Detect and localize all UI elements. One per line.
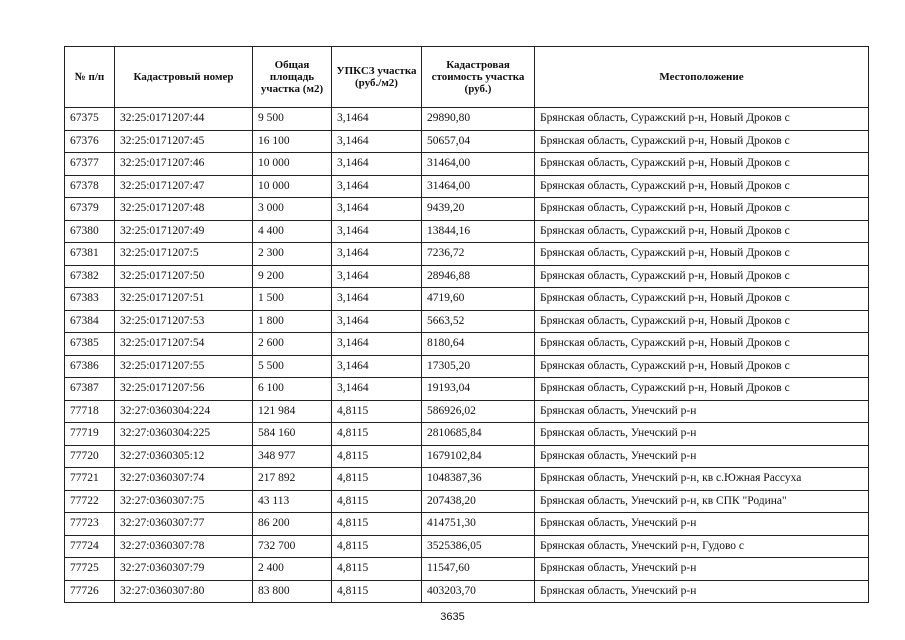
table-row [65, 198, 869, 221]
cell-cadastral-value: 3525386,05 [422, 535, 535, 558]
cell-cadastral-value: 5663,52 [422, 310, 535, 333]
cell-cadastral-value: 31464,00 [422, 153, 535, 176]
cell-upksz: 3,1464 [332, 175, 422, 198]
cell-area: 2 300 [253, 243, 332, 266]
cell-area: 4 400 [253, 220, 332, 243]
cell-row-number: 77724 [65, 535, 115, 558]
cell-upksz: 3,1464 [332, 243, 422, 266]
cell-upksz: 4,8115 [332, 513, 422, 536]
cell-location: Брянская область, Суражский р-н, Новый Дроков с [535, 108, 869, 131]
cell-cadastral-number: 32:25:0171207:48 [115, 198, 253, 221]
cell-row-number: 77719 [65, 423, 115, 446]
cell-row-number: 67376 [65, 130, 115, 153]
cell-cadastral-number: 32:25:0171207:45 [115, 130, 253, 153]
cell-cadastral-value: 1679102,84 [422, 445, 535, 468]
table-row [65, 310, 869, 333]
header-upksz: УПКСЗ участка (руб./м2) [332, 47, 422, 108]
table-header-row [65, 47, 869, 108]
cell-upksz: 4,8115 [332, 468, 422, 491]
cell-cadastral-number: 32:27:0360307:78 [115, 535, 253, 558]
cell-cadastral-number: 32:27:0360307:80 [115, 580, 253, 603]
cell-location: Брянская область, Суражский р-н, Новый Дроков с [535, 198, 869, 221]
table-row [65, 243, 869, 266]
cell-location: Брянская область, Суражский р-н, Новый Дроков с [535, 153, 869, 176]
cell-area: 5 500 [253, 355, 332, 378]
cell-location: Брянская область, Суражский р-н, Новый Дроков с [535, 265, 869, 288]
cell-cadastral-number: 32:27:0360307:74 [115, 468, 253, 491]
cell-upksz: 4,8115 [332, 423, 422, 446]
table-row [65, 130, 869, 153]
cell-location: Брянская область, Суражский р-н, Новый Дроков с [535, 310, 869, 333]
cell-cadastral-number: 32:25:0171207:53 [115, 310, 253, 333]
cell-cadastral-number: 32:27:0360304:224 [115, 400, 253, 423]
cell-cadastral-value: 586926,02 [422, 400, 535, 423]
cell-upksz: 3,1464 [332, 378, 422, 401]
cell-upksz: 3,1464 [332, 333, 422, 356]
cell-location: Брянская область, Унечский р-н [535, 513, 869, 536]
cell-upksz: 3,1464 [332, 198, 422, 221]
cell-row-number: 77723 [65, 513, 115, 536]
cell-upksz: 3,1464 [332, 108, 422, 131]
cell-cadastral-value: 29890,80 [422, 108, 535, 131]
table-row [65, 490, 869, 513]
cell-area: 1 500 [253, 288, 332, 311]
cell-area: 1 800 [253, 310, 332, 333]
table-row [65, 153, 869, 176]
table-row [65, 580, 869, 603]
cell-location: Брянская область, Суражский р-н, Новый Дроков с [535, 355, 869, 378]
cell-upksz: 4,8115 [332, 400, 422, 423]
cell-cadastral-value: 403203,70 [422, 580, 535, 603]
table-row [65, 108, 869, 131]
cell-row-number: 77721 [65, 468, 115, 491]
cell-upksz: 3,1464 [332, 220, 422, 243]
cell-row-number: 67385 [65, 333, 115, 356]
cell-area: 3 000 [253, 198, 332, 221]
cell-row-number: 67383 [65, 288, 115, 311]
cell-area: 9 200 [253, 265, 332, 288]
cell-upksz: 3,1464 [332, 310, 422, 333]
cell-location: Брянская область, Унечский р-н [535, 445, 869, 468]
cell-location: Брянская область, Унечский р-н [535, 400, 869, 423]
cell-upksz: 4,8115 [332, 580, 422, 603]
cell-area: 16 100 [253, 130, 332, 153]
header-row-number: № п/п [65, 47, 115, 108]
cell-cadastral-value: 2810685,84 [422, 423, 535, 446]
cell-upksz: 4,8115 [332, 535, 422, 558]
cell-cadastral-number: 32:25:0171207:5 [115, 243, 253, 266]
cell-cadastral-value: 17305,20 [422, 355, 535, 378]
cell-location: Брянская область, Суражский р-н, Новый Дроков с [535, 175, 869, 198]
cell-location: Брянская область, Суражский р-н, Новый Дроков с [535, 243, 869, 266]
cell-cadastral-value: 28946,88 [422, 265, 535, 288]
cell-upksz: 3,1464 [332, 288, 422, 311]
table-row [65, 558, 869, 581]
cell-location: Брянская область, Унечский р-н, кв с.Южная Рассуха [535, 468, 869, 491]
cell-cadastral-value: 414751,30 [422, 513, 535, 536]
cell-upksz: 3,1464 [332, 265, 422, 288]
cell-cadastral-number: 32:25:0171207:47 [115, 175, 253, 198]
cell-row-number: 77725 [65, 558, 115, 581]
cell-upksz: 3,1464 [332, 153, 422, 176]
header-location: Местоположение [535, 47, 869, 108]
cell-location: Брянская область, Суражский р-н, Новый Дроков с [535, 378, 869, 401]
cell-upksz: 4,8115 [332, 445, 422, 468]
table-row [65, 175, 869, 198]
table-row [65, 513, 869, 536]
cell-cadastral-value: 207438,20 [422, 490, 535, 513]
table-row [65, 288, 869, 311]
table-row [65, 355, 869, 378]
cell-area: 732 700 [253, 535, 332, 558]
cell-cadastral-number: 32:27:0360307:75 [115, 490, 253, 513]
cell-location: Брянская область, Унечский р-н, Гудово с [535, 535, 869, 558]
cell-cadastral-number: 32:25:0171207:55 [115, 355, 253, 378]
table-row [65, 445, 869, 468]
header-cadastral-number: Кадастровый номер [115, 47, 253, 108]
cell-row-number: 67379 [65, 198, 115, 221]
table-row [65, 265, 869, 288]
cell-row-number: 67386 [65, 355, 115, 378]
table-row [65, 333, 869, 356]
cell-cadastral-number: 32:25:0171207:50 [115, 265, 253, 288]
cell-cadastral-value: 11547,60 [422, 558, 535, 581]
cell-row-number: 67378 [65, 175, 115, 198]
cell-cadastral-value: 19193,04 [422, 378, 535, 401]
cell-cadastral-value: 13844,16 [422, 220, 535, 243]
cell-area: 83 800 [253, 580, 332, 603]
cell-location: Брянская область, Унечский р-н [535, 558, 869, 581]
cell-row-number: 77718 [65, 400, 115, 423]
cell-row-number: 67377 [65, 153, 115, 176]
cell-area: 584 160 [253, 423, 332, 446]
cell-cadastral-number: 32:25:0171207:46 [115, 153, 253, 176]
cell-area: 86 200 [253, 513, 332, 536]
cell-row-number: 67375 [65, 108, 115, 131]
cell-row-number: 77722 [65, 490, 115, 513]
cell-cadastral-number: 32:25:0171207:44 [115, 108, 253, 131]
cell-location: Брянская область, Унечский р-н [535, 580, 869, 603]
cell-cadastral-number: 32:27:0360304:225 [115, 423, 253, 446]
cadastral-table [64, 46, 869, 603]
table-row [65, 468, 869, 491]
cell-area: 217 892 [253, 468, 332, 491]
cell-location: Брянская область, Суражский р-н, Новый Дроков с [535, 130, 869, 153]
table-row [65, 423, 869, 446]
cell-cadastral-number: 32:25:0171207:54 [115, 333, 253, 356]
header-cadastral-value: Кадастровая стоимость участка (руб.) [422, 47, 535, 108]
cell-row-number: 67387 [65, 378, 115, 401]
cell-row-number: 67381 [65, 243, 115, 266]
cell-row-number: 67380 [65, 220, 115, 243]
cell-cadastral-value: 9439,20 [422, 198, 535, 221]
cell-area: 121 984 [253, 400, 332, 423]
cell-location: Брянская область, Суражский р-н, Новый Дроков с [535, 220, 869, 243]
cell-location: Брянская область, Унечский р-н, кв СПК "Родина" [535, 490, 869, 513]
table-body [65, 108, 869, 603]
cell-upksz: 4,8115 [332, 558, 422, 581]
cell-row-number: 77726 [65, 580, 115, 603]
cell-cadastral-value: 7236,72 [422, 243, 535, 266]
cell-cadastral-value: 1048387,36 [422, 468, 535, 491]
cell-area: 6 100 [253, 378, 332, 401]
cell-location: Брянская область, Унечский р-н [535, 423, 869, 446]
cell-cadastral-number: 32:25:0171207:49 [115, 220, 253, 243]
table-row [65, 400, 869, 423]
table-row [65, 535, 869, 558]
table-row [65, 378, 869, 401]
cell-area: 10 000 [253, 175, 332, 198]
cell-cadastral-number: 32:27:0360305:12 [115, 445, 253, 468]
cell-cadastral-value: 4719,60 [422, 288, 535, 311]
cell-area: 348 977 [253, 445, 332, 468]
cell-upksz: 4,8115 [332, 490, 422, 513]
cell-cadastral-value: 8180,64 [422, 333, 535, 356]
cell-area: 2 600 [253, 333, 332, 356]
cell-area: 2 400 [253, 558, 332, 581]
table-row [65, 220, 869, 243]
cell-cadastral-number: 32:27:0360307:77 [115, 513, 253, 536]
cell-cadastral-number: 32:25:0171207:51 [115, 288, 253, 311]
cell-area: 43 113 [253, 490, 332, 513]
cell-upksz: 3,1464 [332, 130, 422, 153]
cell-row-number: 77720 [65, 445, 115, 468]
cell-row-number: 67382 [65, 265, 115, 288]
page-number: 3635 [440, 611, 465, 623]
cell-cadastral-number: 32:27:0360307:79 [115, 558, 253, 581]
cell-row-number: 67384 [65, 310, 115, 333]
cell-location: Брянская область, Суражский р-н, Новый Дроков с [535, 333, 869, 356]
cell-area: 10 000 [253, 153, 332, 176]
cell-location: Брянская область, Суражский р-н, Новый Дроков с [535, 288, 869, 311]
cell-cadastral-value: 50657,04 [422, 130, 535, 153]
cell-area: 9 500 [253, 108, 332, 131]
cell-upksz: 3,1464 [332, 355, 422, 378]
cell-cadastral-number: 32:25:0171207:56 [115, 378, 253, 401]
header-area: Общая площадь участка (м2) [253, 47, 332, 108]
cell-cadastral-value: 31464,00 [422, 175, 535, 198]
